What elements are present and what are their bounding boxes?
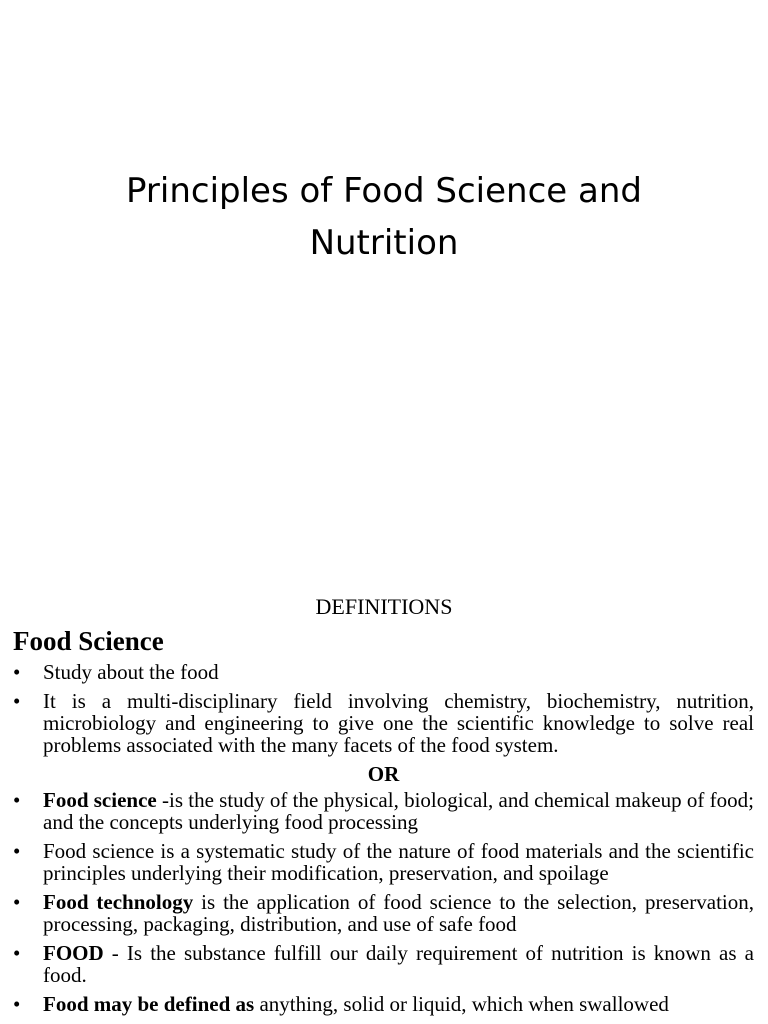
or-separator: OR [367, 762, 400, 786]
bullet-icon: • [13, 689, 21, 713]
bullet-icon: • [13, 941, 21, 965]
presentation-title [60, 165, 708, 269]
bullet-icon: • [13, 890, 21, 914]
bullet-icon: • [13, 992, 21, 1016]
title-line-1: Principles of Food Science and [126, 171, 642, 211]
title-line-2: Nutrition [309, 223, 459, 263]
list-item-term: Food science [43, 788, 157, 812]
list-item [13, 690, 754, 756]
bullet-icon: • [13, 839, 21, 863]
list-item [13, 942, 754, 986]
list-item [13, 840, 754, 884]
list-item-term: Food may be defined as [43, 992, 255, 1016]
list-item-term: FOOD [43, 941, 104, 965]
list-item-text: is the application of food science to the selection, preservation, processing, packaging, distribution, and use of safe food [43, 890, 754, 936]
list-item-text: Food science is a systematic study of the nature of food materials and the scientific principles underlying their modification, preservation, and spoilage [43, 839, 754, 885]
list-item [13, 661, 754, 683]
list-item-text: anything, solid or liquid, which when swallowed [254, 992, 669, 1016]
list-item-text: It is a multi-disciplinary field involving chemistry, biochemistry, nutrition, microbiology and engineering to give one the scientific knowledge to solve real problems associated with the many facets of the food system. [43, 689, 754, 757]
list-item-text: Study about the food [43, 660, 219, 684]
bullet-icon: • [13, 660, 21, 684]
list-item-text: -is the study of the physical, biological, and chemical makeup of food; and the concepts underlying food processing [43, 788, 754, 834]
list-item-term: Food technology [43, 890, 194, 914]
list-item [13, 993, 754, 1015]
slide-heading: DEFINITIONS [315, 594, 453, 619]
list-item [13, 789, 754, 833]
definitions-slide [0, 576, 768, 1024]
bullet-icon: • [13, 788, 21, 812]
definition-list [13, 661, 754, 1022]
section-subheading: Food Science [13, 626, 164, 656]
list-item-text: - Is the substance fulfill our daily requirement of nutrition is known as a food. [43, 941, 754, 987]
list-item [13, 891, 754, 935]
